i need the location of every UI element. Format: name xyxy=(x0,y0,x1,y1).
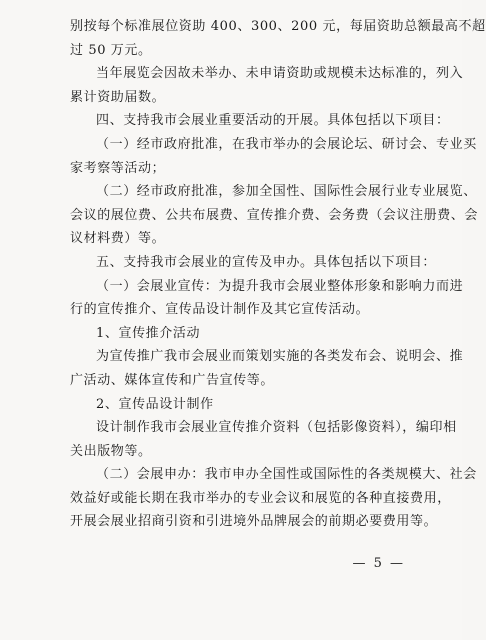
body-text xyxy=(70,15,486,534)
subheading: 2、宣传品设计制作 xyxy=(96,396,214,412)
text-line: 当年展览会因故未举办、未申请资助或规模未达标准的，列入 xyxy=(96,66,464,82)
text-line: 开展会展业招商引资和引进境外品牌展会的前期必要费用等。 xyxy=(70,514,438,530)
text-line: 家考察等活动； xyxy=(70,160,166,176)
text-line: 议材料费）等。 xyxy=(70,231,166,247)
text-line: 累计资助届数。 xyxy=(70,89,166,105)
text-line: 关出版物等。 xyxy=(70,443,152,459)
text-line: （二）会展申办：我市申办全国性或国际性的各类规模大、社会 xyxy=(96,467,477,483)
text-line: （一）会展业宣传：为提升我市会展业整体形象和影响力而进 xyxy=(96,278,464,294)
subheading: 1、宣传推介活动 xyxy=(96,325,201,341)
text-line: 设计制作我市会展业宣传推介资料（包括影像资料），编印相 xyxy=(96,420,457,436)
section-heading: 四、支持我市会展业重要活动的开展。具体包括以下项目： xyxy=(96,113,450,129)
text-line: 过 50 万元。 xyxy=(70,42,152,58)
text-line: （一）经市政府批准，在我市举办的会展论坛、研讨会、专业买 xyxy=(96,136,477,152)
text-line: 为宣传推广我市会展业而策划实施的各类发布会、说明会、推 xyxy=(96,349,464,365)
text-line: 会议的展位费、公共布展费、宣传推介费、会务费（会议注册费、会 xyxy=(70,207,479,223)
text-line: 行的宣传推介、宣传品设计制作及其它宣传活动。 xyxy=(70,302,370,318)
text-line: 别按每个标准展位资助 400、300、200 元，每届资助总额最高不超 xyxy=(70,19,486,34)
text-line: 广活动、媒体宣传和广告宣传等。 xyxy=(70,372,275,388)
text-line: （二）经市政府批准，参加全国性、国际性会展行业专业展览、 xyxy=(96,184,477,200)
text-line: 效益好或能长期在我市举办的专业会议和展览的各种直接费用， xyxy=(70,490,451,506)
page-number: — 5 — xyxy=(352,556,405,571)
section-heading: 五、支持我市会展业的宣传及申办。具体包括以下项目： xyxy=(96,254,437,270)
